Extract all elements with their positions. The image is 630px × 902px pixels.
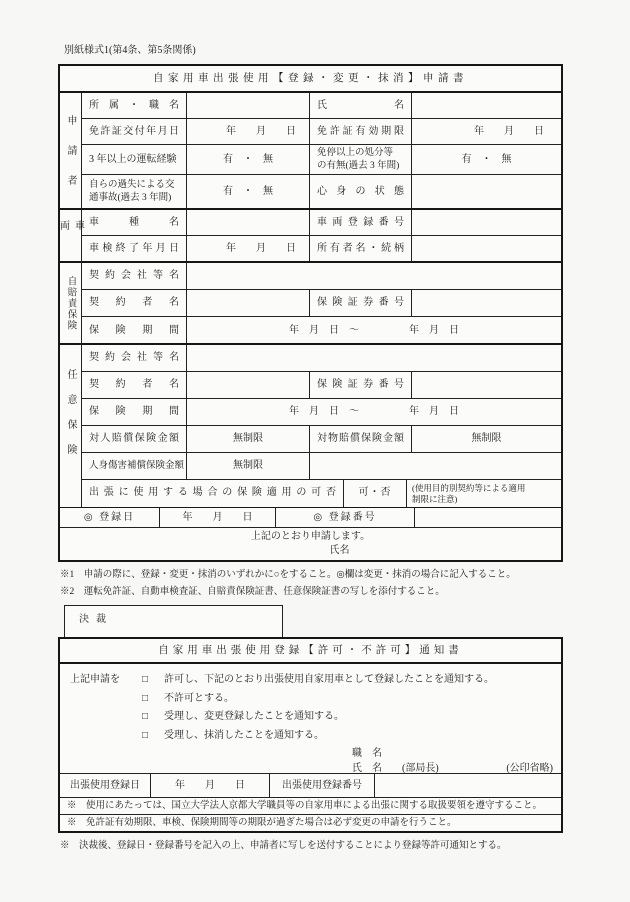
name-field (411, 93, 561, 118)
cali-contractor-field (186, 290, 309, 316)
bodily-injury-coverage-label: 対人賠償保険金額 (89, 433, 179, 444)
vol-period-field: 年 月 日 ～ 年 月 日 (186, 399, 561, 425)
seal-omitted-note: (公印省略) (506, 763, 553, 773)
application-form-table (58, 64, 563, 562)
physical-condition-label: 心身の状態 (309, 175, 411, 208)
decision-box: 決裁 (64, 605, 283, 637)
table-row (82, 399, 561, 426)
section-label-vehicle: 車両 (60, 210, 81, 263)
vol-company-label: 契約会社等名 (89, 352, 179, 363)
vol-policy-number-label: 保険証券番号 (309, 372, 411, 398)
footnote-1: ※1 申請の際に、登録・変更・抹消のいずれかに○をすること。◎欄は変更・抹消の場合に記入すること。 (60, 570, 516, 580)
suspension-history-field: 有 ・ 無 (411, 145, 561, 174)
table-row (82, 210, 561, 236)
section-label-applicant: 申請者 (60, 93, 81, 210)
name-label: 氏名 (309, 93, 411, 118)
declaration-text: 上記のとおり申請します。 (250, 531, 371, 542)
cali-period-field: 年 月 日 ～ 年 月 日 (186, 317, 561, 343)
inspection-expiry-field: 年 月 日 (186, 236, 309, 261)
table-row (82, 372, 561, 399)
notice-option-change: □ 受理し、変更登録したことを通知する。 (142, 708, 553, 727)
property-damage-coverage-label: 対物賠償保険金額 (309, 426, 411, 452)
checkbox-icon: □ (142, 692, 149, 704)
trip-registration-number-label: 出張使用登録番号 (269, 774, 374, 797)
car-model-field (186, 210, 309, 235)
car-registration-number-field (411, 210, 561, 235)
trip-registration-row (60, 773, 561, 797)
trip-registration-date-label: 出張使用登録日 (70, 780, 140, 791)
inspection-expiry-label: 車検終了年月日 (89, 243, 179, 254)
table-row (82, 453, 561, 480)
footnote-2: ※2 運転免許証、自動車検査証、自賠責保険証書、任意保険証書の写しを添付すること。 (60, 587, 445, 597)
personal-injury-coverage-value: 無制限 (186, 453, 309, 479)
vol-company-field (186, 345, 561, 371)
registration-date-field: 年 月 日 (159, 508, 275, 527)
driving-experience-label: 3 年以上の運転経験 (89, 154, 177, 165)
registration-row (60, 507, 561, 528)
owner-name-label: 所有者名・続柄 (309, 236, 411, 261)
application-footnotes (60, 567, 563, 601)
physical-condition-field (411, 175, 561, 208)
position-label: 職 名 (352, 748, 382, 759)
notice-form-title: 自家用車出張使用登録【許可・不許可】通知書 (60, 639, 561, 664)
form-number-label: 別紙様式1(第4条、第5条関係) (64, 45, 196, 56)
signer-name-label: 氏 名 (部局長) (352, 763, 439, 773)
application-form-title: 自家用車出張使用【登録・変更・抹消】申請書 (60, 66, 561, 93)
notice-option-approve: □ 許可し、下記のとおり出張使用自家用車として登録したことを通知する。 (142, 671, 553, 690)
vol-contractor-label: 契約者名 (89, 379, 179, 390)
table-row (82, 426, 561, 453)
section-label-voluntary-insurance: 任意保険 (65, 368, 76, 469)
table-row (82, 263, 561, 290)
notice-note-2: ※ 免許証有効期限、車検、保険期間等の期限が過ぎた場合は必ず変更の申請を行うこと。 (60, 814, 561, 831)
notice-option-deny: □ 不許可とする。 (142, 690, 553, 709)
insurance-applicability-value: 可・否 (343, 480, 406, 507)
cali-company-field (186, 263, 561, 289)
insurance-applicability-label: 出張に使用する場合の保険適用の可否 (89, 487, 336, 498)
personal-injury-blank-cell (309, 453, 561, 479)
section-label-strip (57, 93, 84, 507)
cali-contractor-label: 契約者名 (89, 297, 179, 308)
notice-note-1: ※ 使用にあたっては、国立大学法人京都大学職員等の自家用車による出張に関する取扱要領を遵守すること。 (60, 797, 561, 814)
checkbox-icon: □ (142, 674, 149, 685)
notice-body-cell (60, 664, 561, 773)
suspension-history-label: 免停以上の処分等 の有無(過去 3 年間) (309, 145, 411, 174)
table-row (82, 290, 561, 317)
insurance-applicability-note: (使用目的別契約等による適用 制限に注意) (406, 480, 561, 507)
document-sheet (58, 44, 563, 854)
accident-history-field: 有 ・ 無 (186, 175, 309, 208)
signature-block (352, 746, 553, 773)
affiliation-field (186, 93, 309, 118)
table-row (82, 119, 561, 145)
table-row (82, 236, 561, 263)
bodily-injury-coverage-value: 無制限 (186, 426, 309, 452)
table-row (82, 480, 561, 507)
cali-period-label: 保険期間 (89, 325, 179, 336)
license-expiry-field: 年 月 日 (411, 119, 561, 144)
license-issue-date-label: 免許証交付年月日 (89, 126, 179, 137)
car-model-label: 車種名 (89, 217, 179, 228)
vol-policy-number-field (411, 372, 561, 398)
notice-intro-label: 上記申請を (70, 674, 120, 685)
driving-experience-field: 有 ・ 無 (186, 145, 309, 174)
table-row (82, 175, 561, 210)
checkbox-icon: □ (142, 711, 149, 722)
license-expiry-label: 免許証有効期限 (309, 119, 411, 144)
trip-registration-number-field (374, 774, 561, 797)
license-issue-date-field: 年 月 日 (186, 119, 309, 144)
owner-name-field (411, 236, 561, 261)
affiliation-label: 所属・職名 (89, 100, 179, 111)
personal-injury-coverage-label: 人身傷害補償保険金額 (89, 461, 185, 471)
notice-options (142, 671, 553, 745)
checkbox-icon: □ (142, 729, 149, 741)
car-registration-number-label: 車両登録番号 (309, 210, 411, 235)
vol-contractor-field (186, 372, 309, 398)
accident-history-label: 自らの過失による交 通事故(過去 3 年間) (89, 180, 175, 203)
notice-form-table (58, 637, 563, 833)
declarant-name-label: 氏名 (329, 545, 350, 556)
property-damage-coverage-value: 無制限 (411, 426, 561, 452)
application-form-grid (82, 93, 561, 507)
table-row (82, 93, 561, 119)
table-row (82, 317, 561, 345)
trip-registration-date-field: 年 月 日 (150, 774, 269, 797)
declaration-row (60, 528, 561, 560)
registration-number-label: ◎ 登録番号 (275, 508, 414, 527)
cali-policy-number-label: 保険証券番号 (309, 290, 411, 316)
cali-company-label: 契約会社等名 (89, 270, 179, 281)
table-row (82, 345, 561, 372)
registration-date-label: ◎ 登録日 (83, 512, 136, 523)
footer-note: ※ 決裁後、登録日・登録番号を記入の上、申請者に写しを送付することにより登録等許可通知とする。 (60, 841, 507, 851)
cali-policy-number-field (411, 290, 561, 316)
notice-option-delete: □ 受理し、抹消したことを通知する。 (142, 727, 553, 746)
vol-period-label: 保険期間 (89, 406, 179, 417)
registration-number-field (414, 508, 561, 527)
signer-title: (部局長) (402, 763, 439, 773)
section-label-compulsory-insurance: 自賠責保険 (60, 263, 81, 345)
table-row (82, 145, 561, 175)
